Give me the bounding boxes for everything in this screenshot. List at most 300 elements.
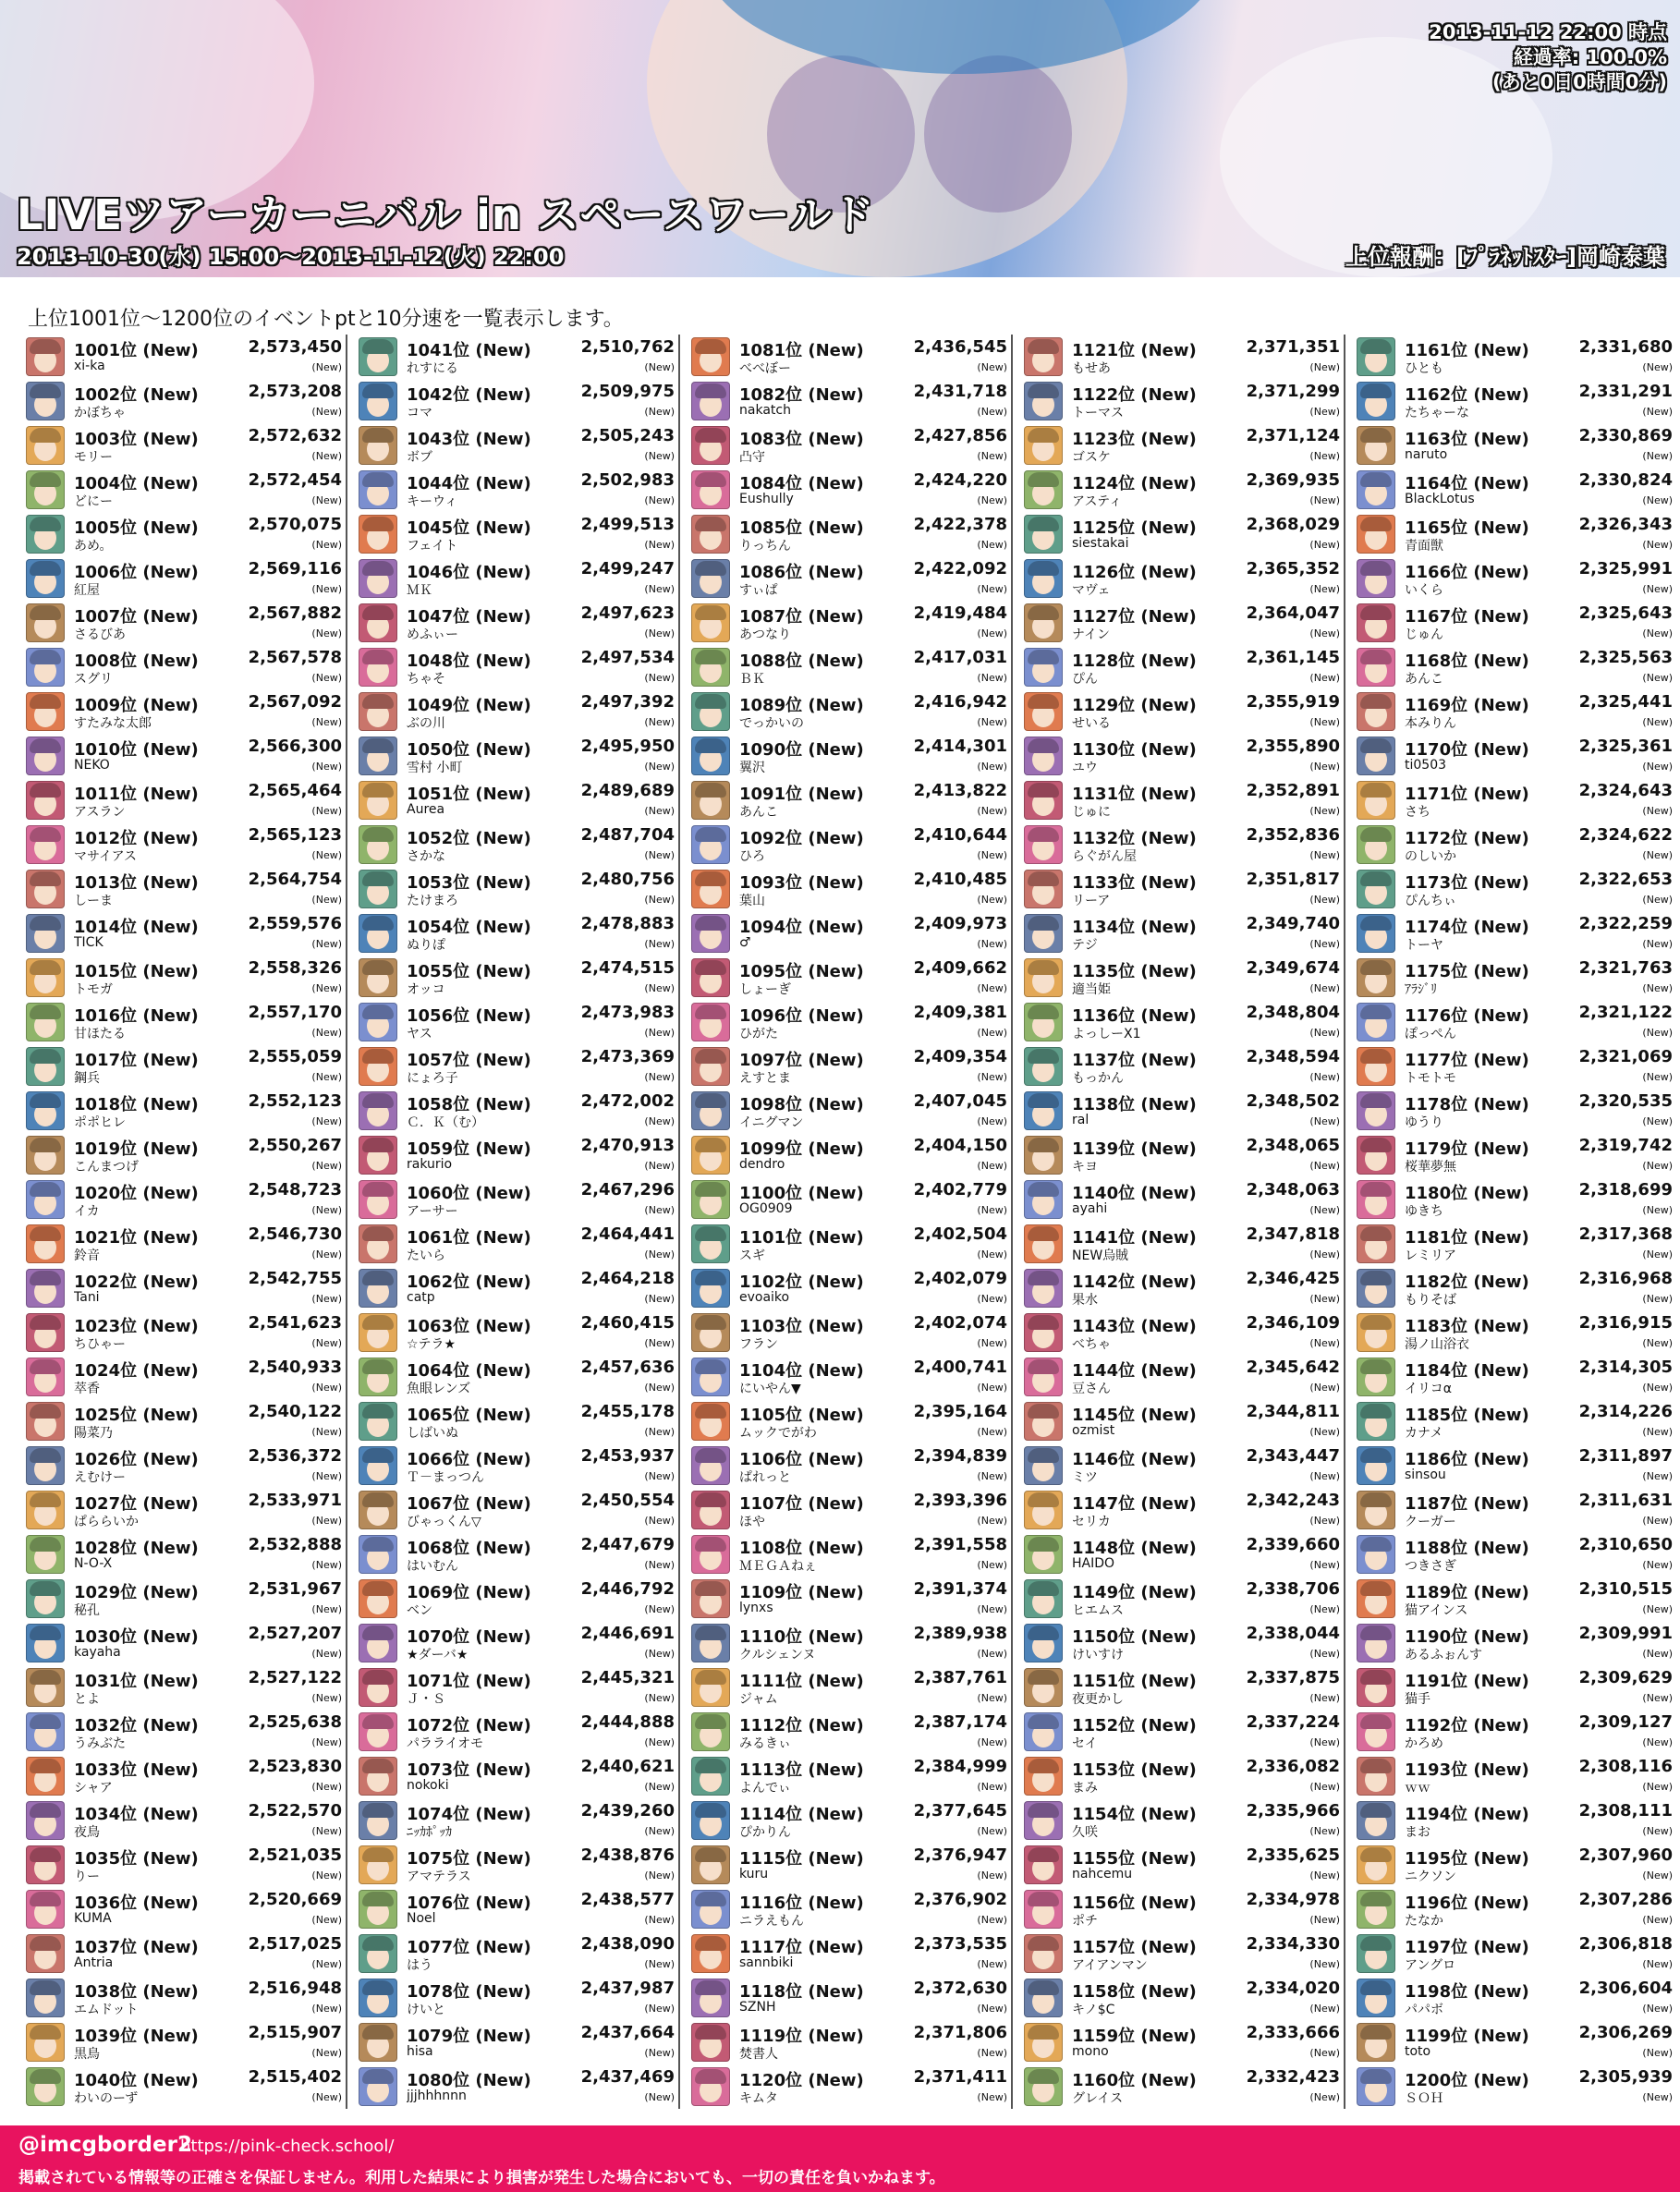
footer (0, 2125, 1680, 2192)
speed-label: (New) (1642, 494, 1673, 506)
ranking-entry (359, 1222, 678, 1266)
player-name: 雪村 小町 (407, 761, 463, 775)
player-name: ayahi (1072, 1201, 1108, 1216)
ranking-entry (26, 645, 346, 689)
ranking-entry (26, 512, 346, 556)
idol-avatar-icon (359, 1446, 397, 1485)
idol-avatar-icon (1024, 1757, 1063, 1796)
reward-info: 上位報酬：[ﾌﾟﾗﾈｯﾄｽﾀｰ]岡崎泰葉 (1345, 244, 1665, 270)
idol-avatar-icon (359, 2067, 397, 2106)
ranking-entry (691, 423, 1011, 468)
player-name: NEW烏賊 (1072, 1248, 1129, 1263)
speed-label: (New) (977, 1337, 1007, 1349)
idol-avatar-icon (26, 1491, 65, 1529)
speed-label: (New) (977, 1027, 1007, 1039)
speed-label: (New) (977, 894, 1007, 906)
ranking-entry (1024, 1887, 1344, 1931)
rank-label: 1133位 (New) (1072, 873, 1197, 893)
ranking-entry (1024, 1443, 1344, 1488)
idol-avatar-icon (1024, 1934, 1063, 1973)
rank-label: 1030位 (New) (74, 1627, 199, 1647)
ranking-entry (691, 867, 1011, 911)
rank-label: 1155位 (New) (1072, 1849, 1197, 1869)
event-points: 2,409,381 (913, 1003, 1007, 1022)
rank-label: 1095位 (New) (739, 962, 864, 981)
idol-avatar-icon (1357, 1091, 1395, 1130)
speed-label: (New) (311, 361, 342, 373)
event-points: 2,376,902 (913, 1890, 1007, 1909)
player-name: スギ (739, 1248, 765, 1263)
event-points: 2,365,352 (1246, 559, 1340, 578)
column-separator (346, 335, 347, 2109)
ranking-entry (1357, 1887, 1676, 1931)
player-name: hisa (407, 2044, 433, 2059)
event-points: 2,325,361 (1578, 737, 1673, 756)
ranking-entry (26, 867, 346, 911)
ranking-entry (359, 2064, 678, 2109)
speed-label: (New) (311, 938, 342, 950)
event-points: 2,335,966 (1246, 1801, 1340, 1821)
event-points: 2,337,875 (1246, 1668, 1340, 1687)
idol-avatar-icon (691, 515, 730, 554)
speed-label: (New) (311, 1648, 342, 1660)
speed-label: (New) (644, 1515, 675, 1527)
speed-label: (New) (1309, 1958, 1340, 1970)
ranking-entry (691, 1000, 1011, 1044)
speed-label: (New) (977, 1736, 1007, 1748)
rank-label: 1114位 (New) (739, 1805, 864, 1824)
event-points: 2,414,301 (913, 737, 1007, 756)
event-points: 2,473,983 (580, 1003, 675, 1022)
player-name: Ｃ．Ｋ（む） (407, 1115, 484, 1130)
idol-avatar-icon (1024, 692, 1063, 731)
player-name: クルシェンヌ (739, 1648, 816, 1662)
ranking-entry (1357, 423, 1676, 468)
speed-label: (New) (311, 1115, 342, 1127)
rank-label: 1002位 (New) (74, 385, 199, 405)
ranking-entry (359, 822, 678, 867)
ranking-entry (26, 1222, 346, 1266)
idol-avatar-icon (1024, 1358, 1063, 1396)
site-url[interactable]: https://pink-check.school/ (180, 2137, 395, 2156)
player-name: ＢＫ (739, 672, 765, 687)
ranking-entry (1357, 1266, 1676, 1310)
idol-avatar-icon (691, 1446, 730, 1485)
ranking-entry (1357, 1044, 1676, 1089)
event-points: 2,564,754 (248, 870, 342, 889)
speed-label: (New) (644, 938, 675, 950)
idol-avatar-icon (26, 1047, 65, 1086)
rank-label: 1112位 (New) (739, 1716, 864, 1735)
event-points: 2,314,305 (1578, 1358, 1673, 1377)
ranking-entry (26, 1621, 346, 1665)
rank-label: 1134位 (New) (1072, 918, 1197, 937)
speed-label: (New) (1309, 1470, 1340, 1482)
ranking-entry (1024, 2064, 1344, 2109)
speed-label: (New) (1309, 1071, 1340, 1083)
event-points: 2,573,450 (248, 337, 342, 357)
idol-avatar-icon (1024, 648, 1063, 687)
event-points: 2,307,286 (1578, 1890, 1673, 1909)
speed-label: (New) (1309, 2047, 1340, 2059)
idol-avatar-icon (1024, 2023, 1063, 2062)
idol-avatar-icon (359, 1757, 397, 1796)
idol-avatar-icon (26, 382, 65, 420)
idol-avatar-icon (1024, 1491, 1063, 1529)
rank-label: 1199位 (New) (1405, 2027, 1529, 2046)
speed-label: (New) (977, 1958, 1007, 1970)
speed-label: (New) (644, 2003, 675, 2015)
event-points: 2,355,890 (1246, 737, 1340, 756)
idol-avatar-icon (26, 1535, 65, 1574)
event-points: 2,377,645 (913, 1801, 1007, 1821)
rank-label: 1156位 (New) (1072, 1894, 1197, 1913)
player-name: 桜華夢無 (1405, 1160, 1456, 1175)
event-points: 2,321,763 (1578, 958, 1673, 978)
ranking-entry (691, 689, 1011, 734)
idol-avatar-icon (691, 559, 730, 598)
event-points: 2,330,824 (1578, 470, 1673, 490)
event-points: 2,393,396 (913, 1491, 1007, 1510)
rank-label: 1185位 (New) (1405, 1406, 1529, 1425)
ranking-entry (1024, 1044, 1344, 1089)
ranking-entry (691, 1532, 1011, 1577)
idol-avatar-icon (359, 515, 397, 554)
idol-avatar-icon (1024, 1269, 1063, 1308)
speed-label: (New) (977, 406, 1007, 418)
player-name: ＳＯＨ (1405, 2091, 1443, 2106)
idol-avatar-icon (26, 1402, 65, 1441)
rank-label: 1011位 (New) (74, 785, 199, 804)
rank-label: 1173位 (New) (1405, 873, 1529, 893)
player-name: まみ (1072, 1781, 1098, 1796)
event-points: 2,521,035 (248, 1845, 342, 1865)
speed-label: (New) (644, 583, 675, 595)
player-name: マサイアス (74, 849, 138, 864)
speed-label: (New) (977, 716, 1007, 728)
player-name: よんでぃ (739, 1781, 791, 1796)
rank-label: 1069位 (New) (407, 1583, 531, 1602)
rank-label: 1010位 (New) (74, 740, 199, 760)
player-name: mono (1072, 2044, 1109, 2059)
rank-label: 1135位 (New) (1072, 962, 1197, 981)
idol-avatar-icon (1357, 426, 1395, 465)
event-points: 2,550,267 (248, 1136, 342, 1155)
event-points: 2,306,818 (1578, 1934, 1673, 1954)
event-points: 2,450,554 (580, 1491, 675, 1510)
idol-avatar-icon (1357, 1979, 1395, 2017)
speed-label: (New) (311, 1559, 342, 1571)
speed-label: (New) (977, 1115, 1007, 1127)
player-name: ナイン (1072, 627, 1111, 642)
ranking-entry (691, 1443, 1011, 1488)
speed-label: (New) (644, 1692, 675, 1704)
speed-label: (New) (311, 2091, 342, 2103)
ranking-entry (1024, 1177, 1344, 1222)
speed-label: (New) (1642, 1515, 1673, 1527)
idol-avatar-icon (691, 2067, 730, 2106)
player-name: とよ (74, 1692, 100, 1707)
rank-label: 1022位 (New) (74, 1273, 199, 1292)
rank-label: 1123位 (New) (1072, 430, 1197, 449)
rank-label: 1071位 (New) (407, 1672, 531, 1691)
speed-label: (New) (1309, 1515, 1340, 1527)
rank-label: 1090位 (New) (739, 740, 864, 760)
speed-label: (New) (311, 894, 342, 906)
ranking-entry (1024, 1931, 1344, 1976)
player-name: 果水 (1072, 1293, 1098, 1308)
player-name: リーア (1072, 894, 1111, 908)
event-points: 2,527,122 (248, 1668, 342, 1687)
event-points: 2,308,116 (1578, 1757, 1673, 1776)
speed-label: (New) (1642, 1160, 1673, 1172)
speed-label: (New) (1309, 1115, 1340, 1127)
idol-avatar-icon (1024, 1446, 1063, 1485)
ranking-entry (1357, 1355, 1676, 1399)
idol-avatar-icon (1024, 1801, 1063, 1840)
idol-avatar-icon (1024, 382, 1063, 420)
event-points: 2,317,368 (1578, 1224, 1673, 1244)
idol-avatar-icon (359, 1491, 397, 1529)
idol-avatar-icon (26, 426, 65, 465)
idol-avatar-icon (26, 603, 65, 642)
speed-label: (New) (311, 1914, 342, 1926)
speed-label: (New) (1309, 627, 1340, 639)
ranking-entry (1024, 423, 1344, 468)
ranking-entry (26, 1532, 346, 1577)
rank-label: 1101位 (New) (739, 1228, 864, 1248)
player-name: まお (1405, 1825, 1430, 1840)
event-points: 2,497,392 (580, 692, 675, 712)
event-points: 2,345,642 (1246, 1358, 1340, 1377)
ranking-entry (691, 1710, 1011, 1754)
player-name: ゆきち (1405, 1204, 1443, 1219)
player-name: ニラえもん (739, 1914, 804, 1929)
ranking-entry (1357, 1843, 1676, 1887)
ranking-entry (26, 2064, 346, 2109)
rank-label: 1077位 (New) (407, 1938, 531, 1957)
idol-avatar-icon (359, 1047, 397, 1086)
speed-label: (New) (1642, 2047, 1673, 2059)
player-name: 夜更かし (1072, 1692, 1124, 1707)
ranking-entry (691, 734, 1011, 778)
speed-label: (New) (977, 361, 1007, 373)
speed-label: (New) (644, 1958, 675, 1970)
speed-label: (New) (644, 450, 675, 462)
rank-label: 1051位 (New) (407, 785, 531, 804)
event-points: 2,348,502 (1246, 1091, 1340, 1111)
player-name: パパボ (1405, 2003, 1443, 2017)
ranking-column (691, 335, 1011, 2109)
event-points: 2,349,740 (1246, 914, 1340, 933)
column-separator (678, 335, 680, 2109)
speed-label: (New) (977, 1293, 1007, 1305)
event-points: 2,348,063 (1246, 1180, 1340, 1200)
idol-avatar-icon (691, 648, 730, 687)
speed-label: (New) (977, 1248, 1007, 1260)
player-name: はいむん (407, 1559, 458, 1574)
player-name: あるふぉんす (1405, 1648, 1482, 1662)
ranking-entry (691, 1798, 1011, 1843)
ranking-entry (26, 822, 346, 867)
ranking-entry (691, 778, 1011, 822)
speed-label: (New) (1642, 1914, 1673, 1926)
speed-label: (New) (311, 1736, 342, 1748)
rank-label: 1193位 (New) (1405, 1760, 1529, 1780)
idol-avatar-icon (1357, 1712, 1395, 1751)
event-points: 2,431,718 (913, 382, 1007, 401)
ranking-entry (26, 1044, 346, 1089)
rank-label: 1183位 (New) (1405, 1317, 1529, 1336)
rank-label: 1029位 (New) (74, 1583, 199, 1602)
rank-label: 1052位 (New) (407, 829, 531, 848)
rank-label: 1087位 (New) (739, 607, 864, 627)
ranking-entry (359, 1488, 678, 1532)
rank-label: 1072位 (New) (407, 1716, 531, 1735)
rank-label: 1126位 (New) (1072, 563, 1197, 582)
player-name: ちゃそ (407, 672, 445, 687)
player-name: ユウ (1072, 761, 1098, 775)
idol-avatar-icon (1024, 1579, 1063, 1618)
player-name: nakatch (739, 403, 791, 418)
rank-label: 1196位 (New) (1405, 1894, 1529, 1913)
ranking-entry (1357, 1976, 1676, 2020)
speed-label: (New) (1642, 361, 1673, 373)
idol-avatar-icon (1024, 1224, 1063, 1263)
event-points: 2,472,002 (580, 1091, 675, 1111)
event-points: 2,559,576 (248, 914, 342, 933)
speed-label: (New) (644, 406, 675, 418)
event-points: 2,453,937 (580, 1446, 675, 1466)
event-points: 2,402,074 (913, 1313, 1007, 1333)
rank-label: 1046位 (New) (407, 563, 531, 582)
rank-label: 1057位 (New) (407, 1051, 531, 1070)
rank-label: 1074位 (New) (407, 1805, 531, 1824)
rank-label: 1066位 (New) (407, 1450, 531, 1469)
event-points: 2,389,938 (913, 1624, 1007, 1643)
event-points: 2,334,330 (1246, 1934, 1340, 1954)
speed-label: (New) (977, 1071, 1007, 1083)
speed-label: (New) (1309, 1293, 1340, 1305)
player-name: Ｊ・Ｓ (407, 1692, 445, 1707)
idol-avatar-icon (359, 1358, 397, 1396)
rank-label: 1024位 (New) (74, 1361, 199, 1381)
player-name: テジ (1072, 938, 1098, 953)
event-points: 2,371,351 (1246, 337, 1340, 357)
idol-avatar-icon (359, 825, 397, 864)
speed-label: (New) (1309, 1603, 1340, 1615)
ranking-entry (359, 512, 678, 556)
idol-avatar-icon (1357, 914, 1395, 953)
ranking-entry (691, 1266, 1011, 1310)
event-points: 2,467,296 (580, 1180, 675, 1200)
idol-avatar-icon (26, 1845, 65, 1884)
ranking-entry (26, 1843, 346, 1887)
speed-label: (New) (977, 982, 1007, 994)
player-name: アスティ (1072, 494, 1123, 509)
idol-avatar-icon (1024, 559, 1063, 598)
rank-label: 1045位 (New) (407, 518, 531, 538)
ranking-entry (1357, 2064, 1676, 2109)
player-name: ぴかりん (739, 1825, 791, 1840)
idol-avatar-icon (359, 1313, 397, 1352)
idol-avatar-icon (691, 1712, 730, 1751)
event-points: 2,474,515 (580, 958, 675, 978)
idol-avatar-icon (1024, 603, 1063, 642)
idol-avatar-icon (1357, 1358, 1395, 1396)
ranking-entry (359, 1532, 678, 1577)
speed-label: (New) (1642, 1115, 1673, 1127)
player-name: HAIDO (1072, 1556, 1115, 1571)
speed-label: (New) (644, 761, 675, 773)
event-points: 2,391,558 (913, 1535, 1007, 1554)
event-points: 2,438,090 (580, 1934, 675, 1954)
player-name: パラライオモ (407, 1736, 484, 1751)
rank-label: 1039位 (New) (74, 2027, 199, 2046)
player-name: りっちん (739, 539, 791, 554)
event-points: 2,532,888 (248, 1535, 342, 1554)
player-name: sinsou (1405, 1467, 1446, 1482)
ranking-entry (26, 379, 346, 423)
rank-label: 1031位 (New) (74, 1672, 199, 1691)
speed-label: (New) (1309, 1825, 1340, 1837)
player-name: じゅん (1405, 627, 1443, 642)
player-name: のしいか (1405, 849, 1456, 864)
idol-avatar-icon (26, 781, 65, 820)
idol-avatar-icon (359, 737, 397, 775)
ranking-entry (1024, 956, 1344, 1000)
speed-label: (New) (977, 938, 1007, 950)
player-name: 萃香 (74, 1382, 100, 1396)
rank-label: 1054位 (New) (407, 918, 531, 937)
speed-label: (New) (977, 1559, 1007, 1571)
rank-label: 1174位 (New) (1405, 918, 1529, 937)
player-name: SZNH (739, 2000, 776, 2015)
idol-avatar-icon (1357, 1579, 1395, 1618)
idol-avatar-icon (691, 1313, 730, 1352)
event-points: 2,346,425 (1246, 1269, 1340, 1288)
ranking-entry (359, 2020, 678, 2064)
idol-avatar-icon (1357, 1224, 1395, 1263)
event-points: 2,309,127 (1578, 1712, 1673, 1732)
speed-label: (New) (977, 1160, 1007, 1172)
idol-avatar-icon (1357, 692, 1395, 731)
ranking-entry (1024, 689, 1344, 734)
ranking-entry (26, 689, 346, 734)
speed-label: (New) (311, 627, 342, 639)
rank-label: 1137位 (New) (1072, 1051, 1197, 1070)
speed-label: (New) (311, 672, 342, 684)
ranking-entry (359, 1133, 678, 1177)
event-points: 2,573,208 (248, 382, 342, 401)
ranking-entry (691, 1577, 1011, 1621)
ranking-entry (691, 1754, 1011, 1798)
rank-label: 1106位 (New) (739, 1450, 864, 1469)
speed-label: (New) (1642, 1337, 1673, 1349)
twitter-handle[interactable]: @imcgborder2 (18, 2133, 192, 2157)
ranking-entry (359, 1044, 678, 1089)
rank-label: 1178位 (New) (1405, 1095, 1529, 1114)
speed-label: (New) (1642, 894, 1673, 906)
event-points: 2,566,300 (248, 737, 342, 756)
ranking-entry (1024, 645, 1344, 689)
speed-label: (New) (1642, 1470, 1673, 1482)
rank-label: 1091位 (New) (739, 785, 864, 804)
ranking-entry (359, 734, 678, 778)
ranking-entry (26, 1443, 346, 1488)
event-points: 2,348,804 (1246, 1003, 1340, 1022)
player-name: ゴスケ (1072, 450, 1111, 465)
